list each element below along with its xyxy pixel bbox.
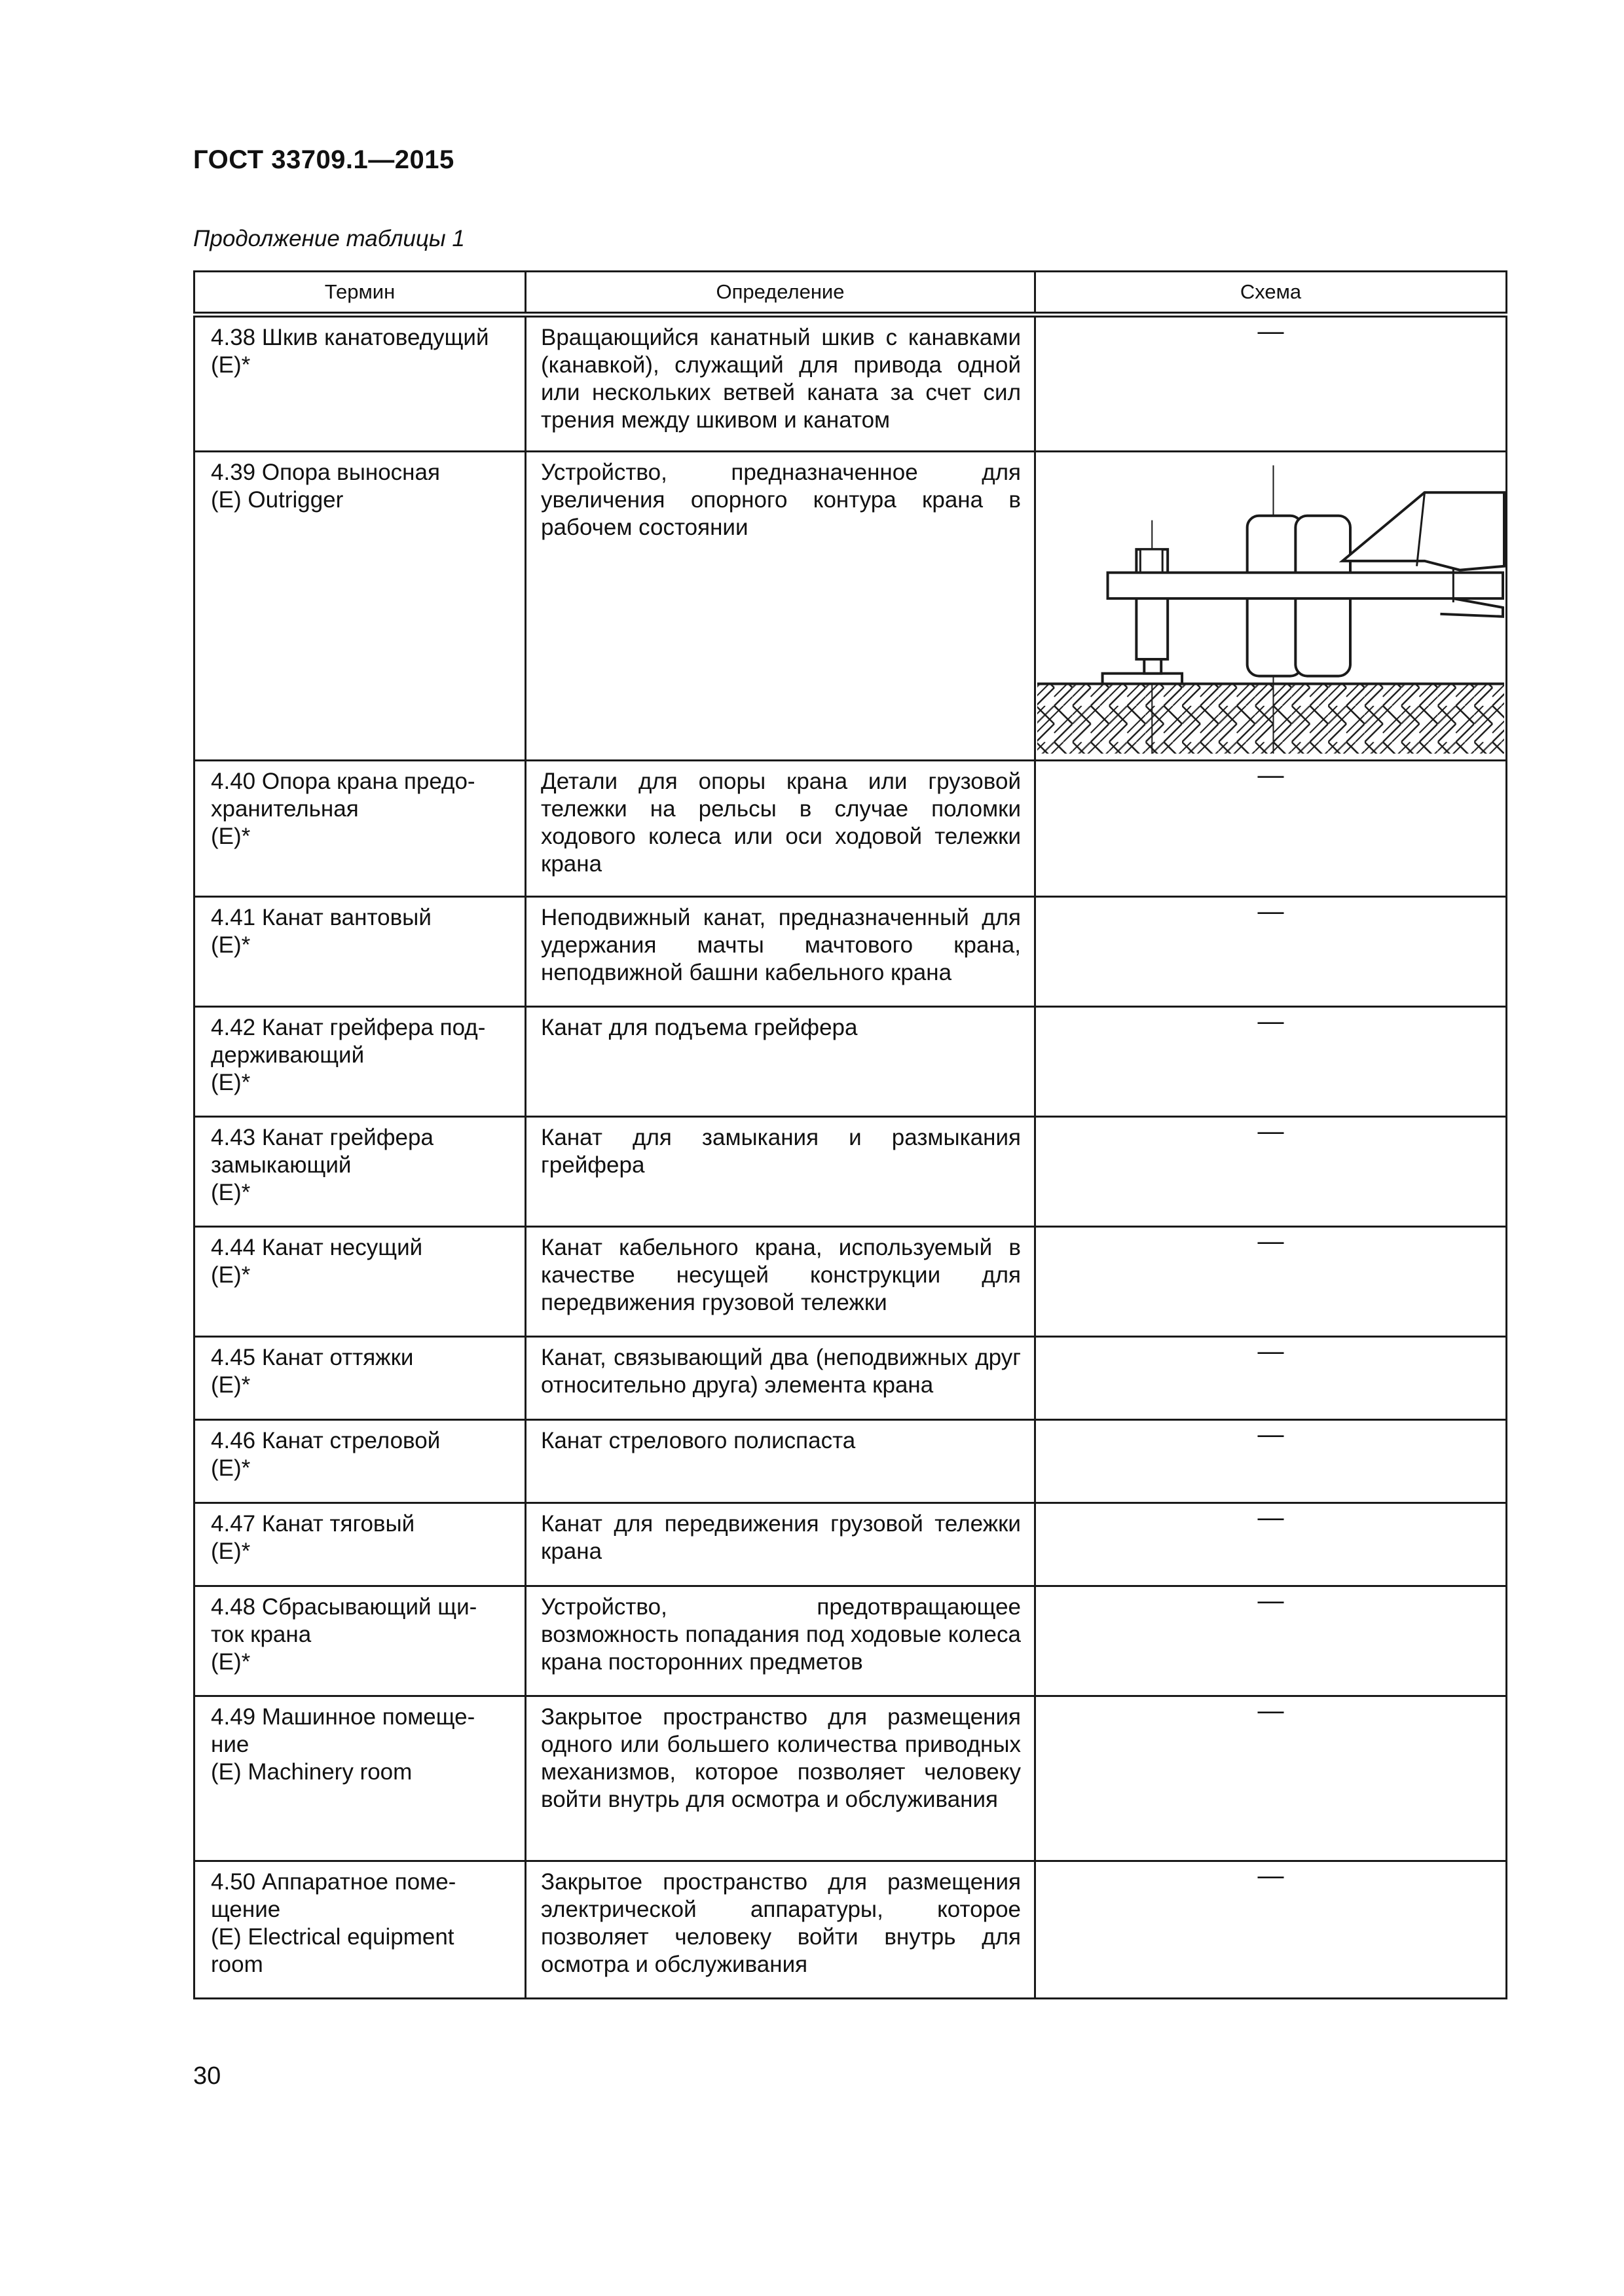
definition-cell: Вращающийся канатный шкив с канавками (канавкой), служащий для привода одной или нескольких ветвей каната за счет сил трения между шкивом и канатом	[526, 315, 1035, 452]
scheme-cell: —	[1035, 1117, 1507, 1227]
term-text: 4.47 Канат тяговый	[211, 1511, 415, 1537]
term-text: (Е)*	[211, 1539, 251, 1564]
term-text: (Е)*	[211, 1649, 251, 1675]
term-text: ток крана	[211, 1622, 312, 1647]
term-text: 4.43 Канат грейфера	[211, 1125, 434, 1150]
definition-cell: Канат для передвижения грузовой тележки крана	[526, 1503, 1035, 1586]
scheme-cell: —	[1035, 1007, 1507, 1117]
definition-cell: Устройство, предназначенное для увеличения опорного контура крана в рабочем состоянии	[526, 452, 1035, 761]
term-cell	[194, 1227, 526, 1337]
scheme-cell: —	[1035, 1696, 1507, 1861]
term-cell	[194, 761, 526, 897]
definition-cell: Закрытое пространство для размещения одного или большего количества приводных механизмов, которое позволяет человеку войти внутрь для осмотра и обслуживания	[526, 1696, 1035, 1861]
term-text: 4.38 Шкив канатоведущий	[211, 325, 489, 350]
table-row	[194, 1861, 1507, 1999]
definition-cell: Канат кабельного крана, используемый в качестве несущей конструкции для передвижения грузовой тележки	[526, 1227, 1035, 1337]
term-text: 4.42 Канат грейфера под-	[211, 1015, 486, 1040]
scheme-cell: —	[1035, 315, 1507, 452]
term-text: (Е)*	[211, 352, 251, 378]
table-row	[194, 452, 1507, 761]
term-cell	[194, 452, 526, 761]
term-text: (Е)*	[211, 1372, 251, 1398]
scheme-cell: —	[1035, 761, 1507, 897]
term-text: (E) Machinery room	[211, 1759, 413, 1785]
term-text: ние	[211, 1732, 249, 1757]
term-cell	[194, 1420, 526, 1503]
document-code: ГОСТ 33709.1—2015	[193, 145, 454, 174]
table-caption: Продолжение таблицы 1	[193, 226, 465, 251]
scheme-cell: —	[1035, 897, 1507, 1007]
crane-frame-lower	[1440, 598, 1503, 617]
term-text: (Е)*	[211, 1262, 251, 1288]
term-cell	[194, 1007, 526, 1117]
column-header-scheme: Схема	[1035, 272, 1507, 315]
definition-cell: Детали для опоры крана или грузовой тележки на рельсы в случае поломки ходового колеса или оси ходовой тележки крана	[526, 761, 1035, 897]
term-cell	[194, 315, 526, 452]
column-header-definition: Определение	[526, 272, 1035, 315]
term-cell	[194, 1696, 526, 1861]
term-text: 4.50 Аппаратное поме-	[211, 1869, 456, 1895]
scheme-cell: —	[1035, 1227, 1507, 1337]
outrigger-diagram-cell	[1035, 452, 1507, 761]
page-number: 30	[193, 2062, 221, 2090]
term-text: 4.40 Опора крана предо-	[211, 769, 475, 794]
term-text: держивающий	[211, 1042, 365, 1068]
definition-cell: Канат стрелового полиспаста	[526, 1420, 1035, 1503]
definition-cell: Закрытое пространство для размещения электрической аппаратуры, которое позволяет человеку войти внутрь для осмотра и обслуживания	[526, 1861, 1035, 1999]
term-text: хранительная	[211, 796, 359, 822]
term-text: (Е)*	[211, 1455, 251, 1481]
table-row	[194, 761, 1507, 897]
table-row	[194, 1503, 1507, 1586]
definition-cell: Неподвижный канат, предназначенный для удержания мачты мачтового крана, неподвижной башни кабельного крана	[526, 897, 1035, 1007]
table-header-row	[194, 272, 1507, 315]
term-text: (Е)*	[211, 932, 251, 958]
term-text: (Е)*	[211, 1180, 251, 1205]
scheme-cell: —	[1035, 1586, 1507, 1696]
outrigger-jack-cap	[1140, 549, 1162, 575]
scheme-cell: —	[1035, 1420, 1507, 1503]
column-header-term: Термин	[194, 272, 526, 315]
definition-cell: Устройство, предотвращающее возможность попадания под ходовые колеса крана посторонних предметов	[526, 1586, 1035, 1696]
table-row	[194, 1586, 1507, 1696]
outrigger-beam	[1108, 573, 1503, 598]
table-row	[194, 1117, 1507, 1227]
table-row	[194, 897, 1507, 1007]
term-text: (Е)*	[211, 824, 251, 849]
table-row	[194, 1696, 1507, 1861]
term-cell	[194, 1586, 526, 1696]
term-text: 4.45 Канат оттяжки	[211, 1345, 414, 1370]
term-cell	[194, 1117, 526, 1227]
table-row	[194, 1337, 1507, 1420]
term-text: 4.48 Сбрасывающий щи-	[211, 1594, 477, 1620]
term-text: замыкающий	[211, 1152, 352, 1178]
term-cell	[194, 897, 526, 1007]
table-row	[194, 1420, 1507, 1503]
term-cell	[194, 1503, 526, 1586]
term-text: 4.46 Канат стреловой	[211, 1428, 441, 1453]
scheme-cell: —	[1035, 1337, 1507, 1420]
scheme-cell: —	[1035, 1503, 1507, 1586]
terms-table	[193, 270, 1507, 1999]
table-row	[194, 1227, 1507, 1337]
term-text: (E) Outrigger	[211, 487, 344, 513]
definition-cell: Канат для замыкания и размыкания грейфера	[526, 1117, 1035, 1227]
term-text: щение	[211, 1897, 281, 1922]
term-text: (Е)*	[211, 1070, 251, 1095]
table-row	[194, 315, 1507, 452]
outrigger-pad	[1103, 674, 1182, 684]
term-cell	[194, 1861, 526, 1999]
term-text: (E) Electrical equipment	[211, 1924, 454, 1950]
outrigger-diagram	[1036, 452, 1505, 756]
term-text: 4.41 Канат вантовый	[211, 905, 432, 930]
definition-cell: Канат для подъема грейфера	[526, 1007, 1035, 1117]
term-text: 4.49 Машинное помеще-	[211, 1704, 475, 1730]
table-row	[194, 1007, 1507, 1117]
definition-cell: Канат, связывающий два (неподвижных друг относительно друга) элемента крана	[526, 1337, 1035, 1420]
ground-hatch	[1037, 683, 1504, 754]
term-text: 4.44 Канат несущий	[211, 1235, 423, 1260]
term-cell	[194, 1337, 526, 1420]
scheme-cell: —	[1035, 1861, 1507, 1999]
term-text: room	[211, 1952, 263, 1977]
term-text: 4.39 Опора выносная	[211, 460, 440, 485]
